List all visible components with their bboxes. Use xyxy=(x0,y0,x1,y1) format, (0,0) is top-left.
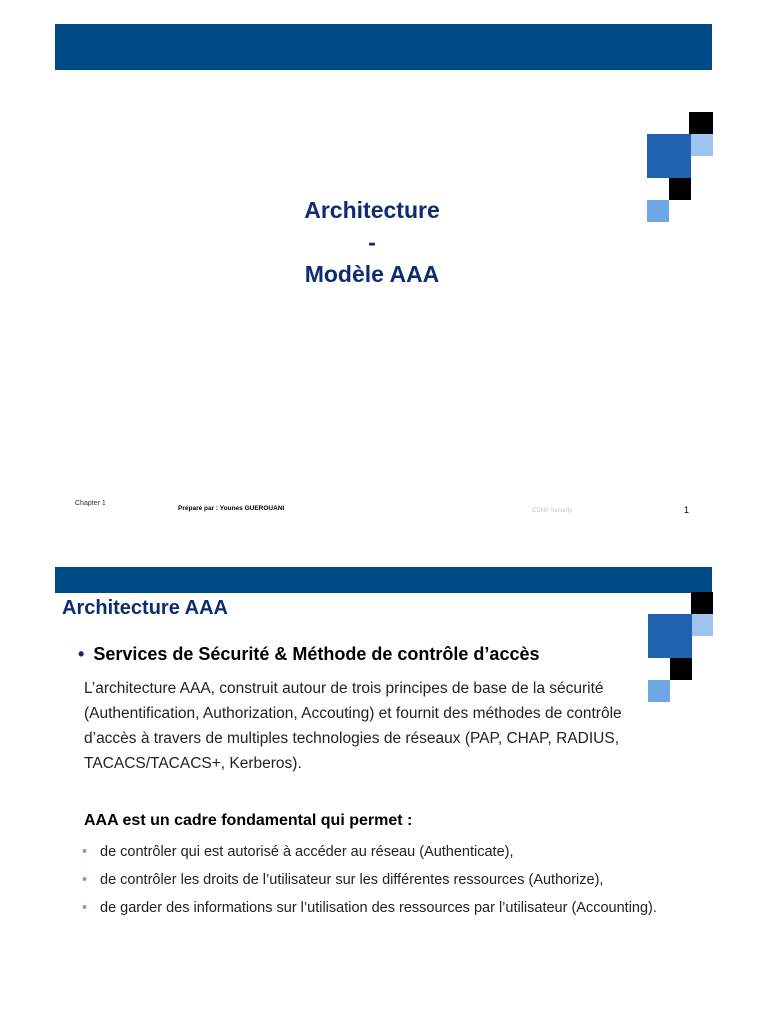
list-bullet: • xyxy=(82,900,88,916)
slide1-title xyxy=(180,194,564,290)
list-item xyxy=(82,898,702,918)
list-item xyxy=(82,870,702,890)
deco-square-black-top xyxy=(689,112,713,134)
list-item xyxy=(82,842,702,862)
bullet-dot: • xyxy=(78,644,85,664)
footer-page-number: 1 xyxy=(684,505,690,515)
description-paragraph: L’architecture AAA, construit autour de trois principes de base de la sécurité (Authentification, Authorization, Accouting) et fournit des méthodes de contrôle d’accès à travers de multiples technologies de réseaux (PAP, CHAP, RADIUS, TACACS/TACACS+, Kerberos). xyxy=(84,680,622,772)
slide1-title-line-2: - xyxy=(368,229,376,255)
slide2-header-banner xyxy=(55,567,712,593)
deco-square-light-blue xyxy=(647,200,669,222)
deco-square-dark-blue xyxy=(648,614,692,658)
main-bullet xyxy=(78,644,539,665)
slide1-decorative-squares xyxy=(647,112,713,222)
aaa-functions-list xyxy=(82,842,702,926)
slide1-header-banner xyxy=(55,24,712,70)
main-bullet-text: Services de Sécurité & Méthode de contrôle d’accès xyxy=(93,644,540,664)
deco-square-pale-blue xyxy=(692,614,713,636)
deco-square-pale-blue xyxy=(691,134,713,156)
list-item-text: de contrôler les droits de l’utilisateur sur les différentes ressources (Authorize), xyxy=(100,872,604,888)
list-item-text: de garder des informations sur l’utilisation des ressources par l’utilisateur (Accounting). xyxy=(100,900,657,916)
aaa-intro: AAA est un cadre fondamental qui permet : xyxy=(84,812,413,829)
footer-chapter: Chapter 1 xyxy=(75,500,106,507)
deco-square-dark-blue xyxy=(647,134,691,178)
deco-square-black-middle xyxy=(669,178,691,200)
footer-course: CCNP Security xyxy=(532,508,573,514)
slide2-title: Architecture AAA xyxy=(62,597,228,619)
footer-author: Préparé par : Younes GUEROUANI xyxy=(178,505,285,512)
slide1-title-line-3: Modèle AAA xyxy=(304,261,440,287)
list-item-text: de contrôler qui est autorisé à accéder au réseau (Authenticate), xyxy=(100,844,514,860)
list-bullet: • xyxy=(82,872,88,888)
slide1-title-line-1: Architecture xyxy=(304,197,440,223)
deco-square-black-top xyxy=(691,592,713,614)
list-bullet: • xyxy=(82,844,88,860)
